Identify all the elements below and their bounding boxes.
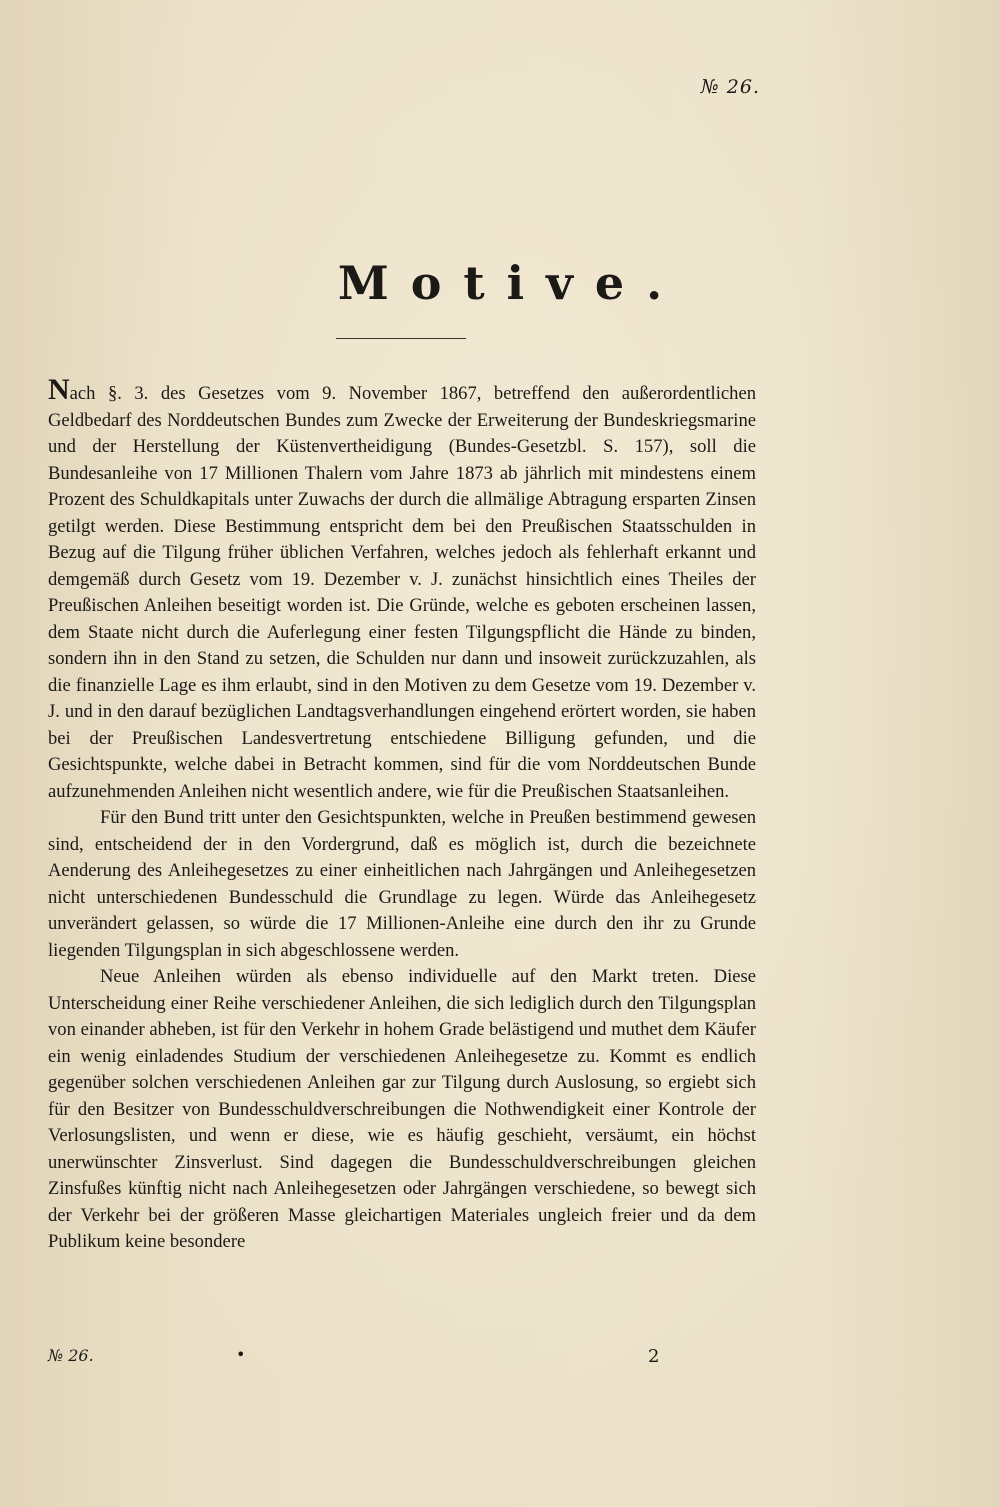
page-title: Motive.: [337, 256, 685, 310]
page-number-top: № 26.: [700, 76, 760, 98]
paragraph-3: Neue Anleihen würden als ebenso individuelle auf den Markt treten. Diese Unterscheidung einer Reihe verschiedener Anleihen, die sich lediglich durch den Tilgungsplan von einander abheben, ist für den Verkehr in hohem Grade belästigend und muthet dem Käufer ein wenig einladendes Studium der verschiedenen Anleihegesetze zu. Kommt es endlich gegenüber solchen verschiedenen Anleihen gar zur Tilgung durch Auslosung, so ergiebt sich für den Besitzer von Bundesschuldverschreibungen die Nothwendigkeit einer Kontrole der Verlosungslisten, und wenn er diese, wie es häufig geschieht, versäumt, ein höchst unerwünschter Zinsverlust. Sind dagegen die Bundesschuldverschreibungen gleichen Zinsfußes künftig nicht nach Anleihegesetzen oder Jahrgängen verschiedene, so bewegt sich der Verkehr bei der größeren Masse gleichartigen Materiales ungleich freier und da dem Publikum keine besondere: [48, 966, 756, 1252]
title-divider: [336, 338, 466, 339]
body-text: [48, 373, 756, 1256]
footer-sheet-number: 2: [648, 1346, 660, 1367]
paragraph-2: Für den Bund tritt unter den Gesichtspunkten, welche in Preußen bestimmend gewesen sind, entscheidend der in den Vordergrund, daß es möglich ist, durch die bezeichnete Aenderung des Anleihegesetzes zu einer einheitlichen nach Jahrgängen und Anleihegesetzen nicht unterschiedenen Bundesschuld die Grundlage zu legen. Würde das Anleihegesetz unverändert gelassen, so würde die 17 Millionen-Anleihe eine durch den ihr zu Grunde liegenden Tilgungsplan in sich abgeschlossene werden.: [48, 807, 756, 961]
dropcap-letter: N: [48, 373, 70, 406]
footer-signature-mark: № 26.: [48, 1346, 94, 1365]
footer-dot: •: [236, 1345, 246, 1364]
paragraph-1-text: ach §. 3. des Gesetzes vom 9. November 1867, betreffend den außerordentlichen Geldbedarf des Norddeutschen Bundes zum Zwecke der Erweiterung der Bundeskriegsmarine und der Herstellung der Küstenvertheidigung (Bundes-Gesetzbl. S. 157), soll die Bundesanleihe von 17 Millionen Thalern vom Jahre 1873 ab jährlich mit mindestens einem Prozent des Schuldkapitals unter Zuwachs der durch die allmälige Abtragung ersparten Zinsen getilgt werden. Diese Bestimmung entspricht dem bei den Preußischen Staatsschulden in Bezug auf die Tilgung früher üblichen Verfahren, welches jedoch als fehlerhaft erkannt und demgemäß durch Gesetz vom 19. Dezember v. J. zunächst hinsichtlich eines Theiles der Preußischen Anleihen beseitigt worden ist. Die Gründe, welche es geboten erscheinen lassen, dem Staate nicht durch die Auferlegung einer festen Tilgungspflicht die Hände zu binden, sondern ihn in den Stand zu setzen, die Schulden nur dann und insoweit zurückzuzahlen, als die finanzielle Lage es ihm erlaubt, sind in den Motiven zu dem Gesetze vom 19. Dezember v. J. und in den darauf bezüglichen Landtagsverhandlungen eingehend erörtert worden, sie haben bei der Preußischen Landesvertretung entschiedene Billigung gefunden, und die Gesichtspunkte, welche dabei in Betracht kommen, sind für die vom Norddeutschen Bunde aufzunehmenden Anleihen nicht wesentlich andere, wie für die Preußischen Staatsanleihen.: [48, 383, 756, 802]
paragraph-1: [48, 373, 756, 805]
